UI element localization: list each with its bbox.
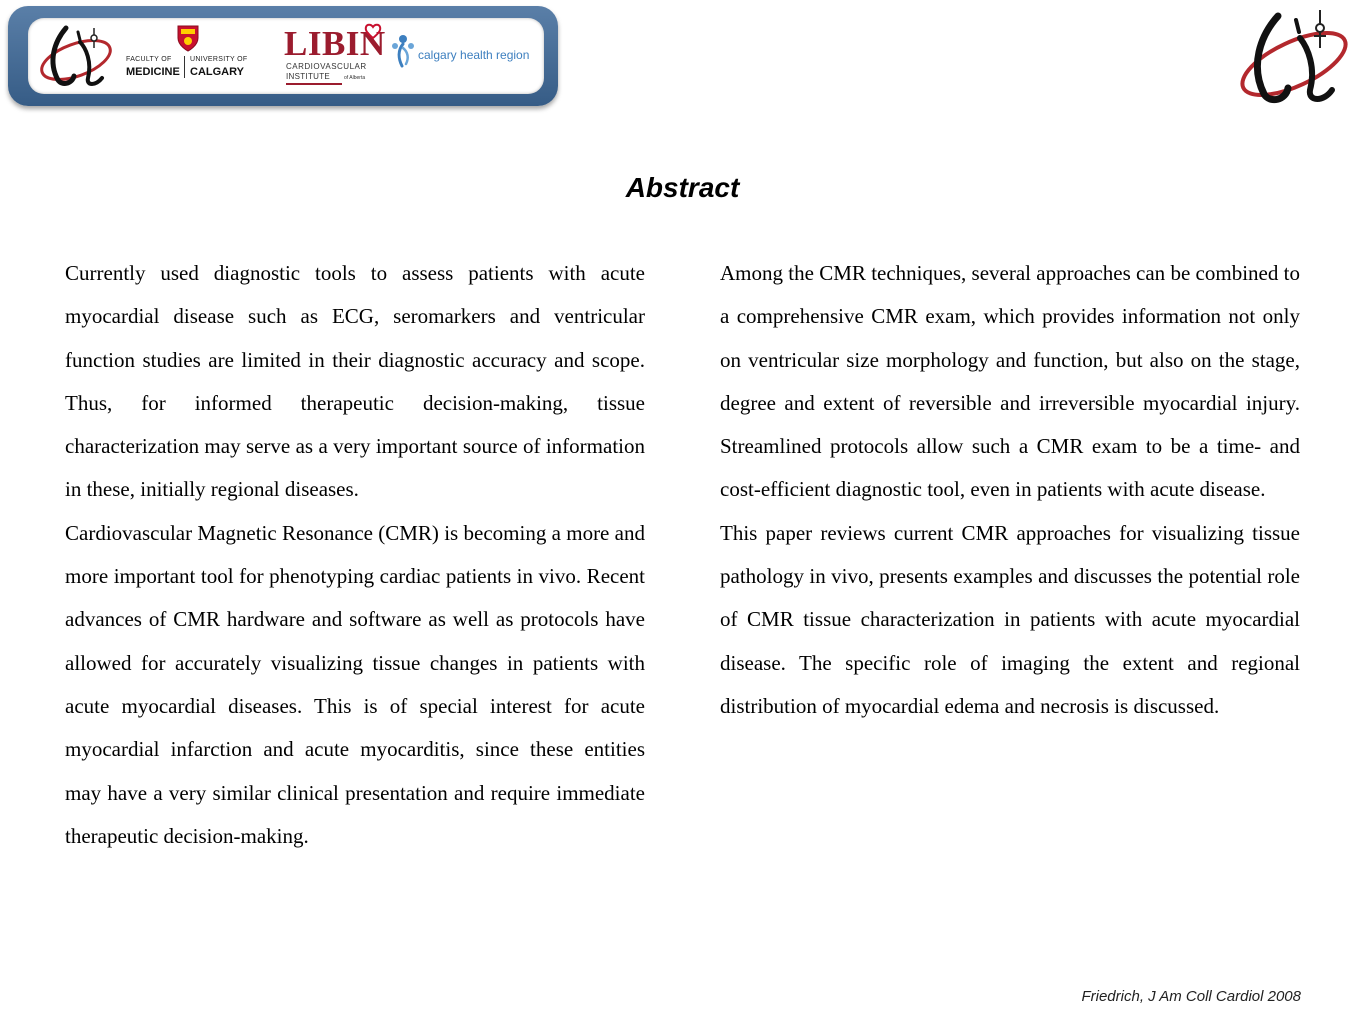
logo-banner-inner bbox=[28, 18, 544, 94]
abstract-paragraph: This paper reviews current CMR approaches for visualizing tissue pathology in vivo, presents examples and discusses the potential role of CMR tissue characterization in patients with acute myocardial disease. The specific role of imaging the extent and regional distribution of myocardial edema and necrosis is discussed. bbox=[720, 520, 1300, 718]
health-region-name: calgary health region bbox=[418, 48, 530, 62]
page-title: Abstract bbox=[625, 172, 740, 203]
abstract-paragraph: Among the CMR techniques, several approaches can be combined to a comprehensive CMR exam, which provides information not only on ventricular size morphology and function, but also on the stage, degree and extent of reversible and irreversible myocardial injury. Streamlined protocols allow such a CMR exam to be a time- and cost-efficient diagnostic tool, even in patients with acute disease. bbox=[720, 261, 1300, 502]
abstract-paragraph: Currently used diagnostic tools to assess patients with acute myocardial disease such as ECG, seromarkers and ventricular function studies are limited in their diagnostic accuracy and scope. Thus, for informed therapeutic decision-making, tissue characterization may serve as a very important source of information in these, initially regional diseases. bbox=[65, 261, 645, 502]
university-label: UNIVERSITY OF bbox=[190, 56, 248, 63]
abstract-paragraph: Cardiovascular Magnetic Resonance (CMR) is becoming a more and more important tool for phenotyping cardiac patients in vivo. Recent advances of CMR hardware and software as well as protocols have allowed for accurately visualizing tissue changes in patients with acute myocardial diseases. This is of special interest for acute myocardial infarction and acute myocarditis, since these entities may have a very similar clinical presentation and require immediate therapeutic decision-making. bbox=[65, 520, 645, 848]
citation: Friedrich, J Am Coll Cardiol 2008 bbox=[1081, 988, 1301, 1005]
libin-name: LIBIN bbox=[284, 24, 386, 63]
medicine-label: MEDICINE bbox=[126, 66, 180, 78]
calgary-label: CALGARY bbox=[190, 66, 244, 78]
libin-logo bbox=[284, 24, 384, 88]
heart-icon bbox=[364, 22, 382, 40]
faculty-label: FACULTY OF bbox=[126, 56, 172, 63]
lab-logo bbox=[36, 22, 124, 90]
ucalgary-medicine-logo bbox=[126, 24, 256, 90]
abstract-left-column bbox=[65, 252, 645, 858]
libin-line3: of Alberta bbox=[344, 75, 366, 81]
lab-logo-top-right bbox=[1232, 6, 1360, 106]
calgary-health-region-logo bbox=[390, 32, 540, 72]
libin-line2: INSTITUTE bbox=[286, 72, 331, 81]
ucalgary-crest-icon bbox=[176, 24, 200, 52]
libin-underline bbox=[286, 83, 342, 85]
libin-line1: CARDIOVASCULAR bbox=[286, 62, 367, 71]
logo-divider bbox=[184, 56, 185, 78]
health-region-figure-icon bbox=[390, 34, 416, 68]
logo-banner bbox=[8, 6, 558, 106]
abstract-right-column bbox=[720, 252, 1300, 728]
